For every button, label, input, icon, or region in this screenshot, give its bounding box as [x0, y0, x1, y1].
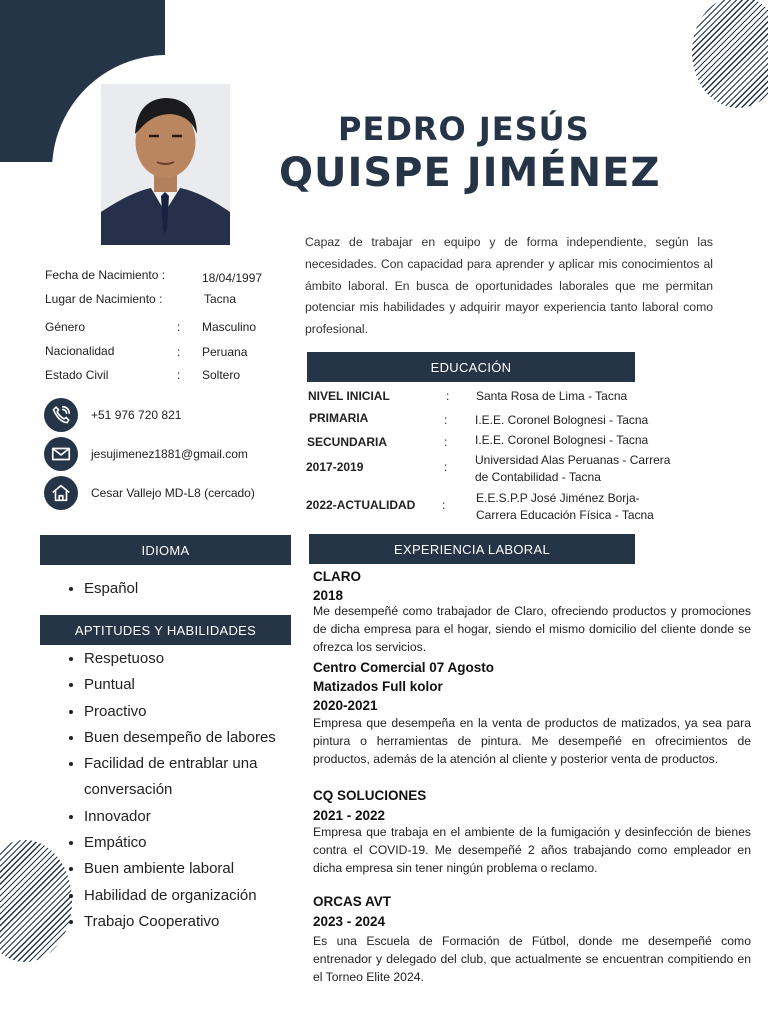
- list-item: • Puntual: [84, 672, 284, 698]
- birth-date-value: 18/04/1997: [202, 271, 263, 285]
- nationality-colon: :: [177, 345, 181, 359]
- gender-colon: :: [177, 320, 181, 334]
- birth-place-label: Lugar de Nacimiento :: [45, 292, 163, 306]
- experience-description: Empresa que desempeña en la venta de productos de matizados, ya sea para pintura o herramientas de pintura. Me desempeñé en ofrecimientos de productos, además de la atención al cliente y posterior venta de productos.: [313, 716, 751, 766]
- experience-company: Centro Comercial 07 Agosto: [313, 660, 495, 675]
- education-level: NIVEL INICIAL: [308, 389, 390, 403]
- civil-status-label: Estado Civil: [45, 368, 109, 382]
- envelope-icon: [44, 437, 78, 471]
- education-header: EDUCACIÓN: [307, 352, 635, 382]
- education-place: Santa Rosa de Lima - Tacna: [476, 389, 628, 403]
- civil-status-colon: :: [177, 368, 181, 382]
- contact-phone: [44, 398, 181, 432]
- education-level: 2017-2019: [306, 460, 364, 474]
- education-place: I.E.E. Coronel Bolognesi - Tacna: [475, 413, 649, 427]
- profile-summary: Capaz de trabajar en equipo y de forma independiente, según las necesidades. Con capacidad para aprender y aplicar mis conocimientos al ámbito laboral. En busca de oportunidades laborales que me permitan potenciar mis habilidades y adquirir mayor experiencia tanto laboral como profesional.: [305, 235, 713, 337]
- civil-status-value: Soltero: [202, 368, 241, 382]
- language-list: [52, 576, 138, 602]
- phone-icon: [44, 398, 78, 432]
- education-place: E.E.S.P.P José Jiménez Borja-: [476, 491, 640, 505]
- list-item: • Español: [84, 576, 138, 602]
- birth-date-label: Fecha de Nacimiento :: [45, 268, 166, 282]
- list-item: • Proactivo: [84, 699, 284, 725]
- list-item: • Buen ambiente laboral: [84, 856, 284, 882]
- home-address: Cesar Vallejo MD-L8 (cercado): [91, 486, 255, 500]
- list-item: • Respetuoso: [84, 646, 284, 672]
- education-colon: :: [442, 498, 446, 512]
- experience-company-secondary: Matizados Full kolor: [313, 679, 443, 694]
- home-icon: [44, 476, 78, 510]
- decorative-hatched-circle-top: [692, 0, 768, 108]
- education-level: 2022-ACTUALIDAD: [306, 498, 416, 512]
- experience-period: 2023 - 2024: [313, 914, 386, 929]
- education-place: Universidad Alas Peruanas - Carrera: [475, 453, 671, 467]
- list-item: • Empático: [84, 830, 284, 856]
- list-item: • Buen desempeño de labores: [84, 725, 284, 751]
- experience-description: Es una Escuela de Formación de Fútbol, donde me desempeñé como entrenador y delegado del club, que actualmente se encuentran compitiendo en el Torneo Elite 2024.: [313, 934, 751, 984]
- phone-number: +51 976 720 821: [91, 408, 182, 422]
- skills-header: APTITUDES Y HABILIDADES: [40, 615, 291, 645]
- education-colon: :: [444, 435, 448, 449]
- education-place: de Contabilidad - Tacna: [475, 470, 601, 484]
- experience-company: CLARO: [313, 569, 361, 584]
- list-item: • Innovador: [84, 804, 284, 830]
- nationality-value: Peruana: [202, 345, 248, 359]
- education-level: SECUNDARIA: [307, 435, 388, 449]
- education-colon: :: [444, 460, 448, 474]
- contact-address: [44, 476, 255, 510]
- gender-label: Género: [45, 320, 86, 334]
- contact-email: [44, 437, 248, 471]
- list-item: • Habilidad de organización: [84, 883, 284, 909]
- experience-company: CQ SOLUCIONES: [313, 788, 427, 803]
- list-item: • Facilidad de entrablar una conversación: [84, 751, 284, 804]
- profile-photo: [101, 84, 230, 245]
- experience-description: Me desempeñé como trabajador de Claro, ofreciendo productos y promociones de dicha empresa para el hogar, siendo el mismo domicilio del cliente donde se ofrezca los servicios.: [313, 604, 751, 654]
- education-colon: :: [446, 389, 450, 403]
- experience-header: EXPERIENCIA LABORAL: [309, 534, 635, 564]
- first-name: PEDRO JESÚS: [338, 110, 590, 148]
- education-place: I.E.E. Coronel Bolognesi - Tacna: [475, 433, 649, 447]
- experience-company: ORCAS AVT: [313, 894, 392, 909]
- gender-value: Masculino: [202, 320, 257, 334]
- birth-place-value: Tacna: [204, 292, 237, 306]
- experience-period: 2018: [313, 588, 344, 603]
- experience-period: 2021 - 2022: [313, 808, 386, 823]
- last-name: QUISPE JIMÉNEZ: [279, 150, 661, 196]
- list-item: • Trabajo Cooperativo: [84, 909, 284, 935]
- email-address: jesujimenez1881@gmail.com: [91, 447, 248, 461]
- education-place: Carrera Educación Física - Tacna: [476, 508, 654, 522]
- experience-description: Empresa que trabaja en el ambiente de la fumigación y desinfección de bienes contra el COVID-19. Me desempeñé 2 años trabajando como empleador en dicha empresa sin tener ningún problema o reclamo.: [313, 825, 751, 875]
- education-colon: :: [444, 413, 448, 427]
- language-header: IDIOMA: [40, 535, 291, 565]
- education-level: PRIMARIA: [309, 411, 369, 425]
- nationality-label: Nacionalidad: [45, 344, 115, 358]
- experience-period: 2020-2021: [313, 698, 378, 713]
- skills-list: [52, 646, 284, 935]
